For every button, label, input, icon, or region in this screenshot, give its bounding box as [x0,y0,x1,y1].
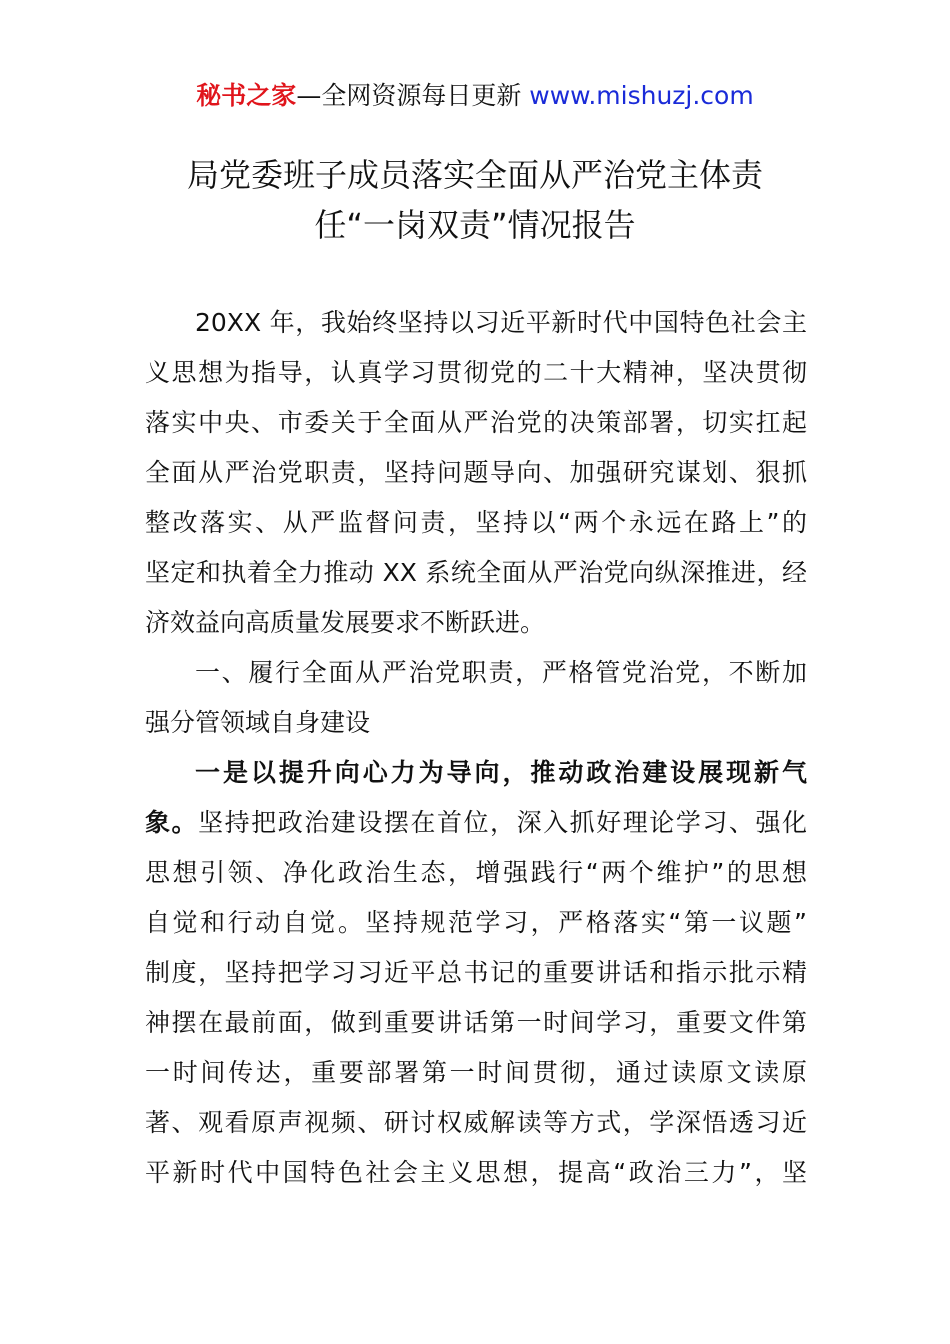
paragraph-3-line-8: 著、观看原声视频、研讨权威解读等方式，学深悟透习近 [145,1108,807,1137]
section-heading-line-2: 强分管领域自身建设 [145,708,371,737]
paragraph-3-line-4: 自觉和行动自觉。坚持规范学习，严格落实“第一议题” [145,908,807,937]
title-line-1: 局党委班子成员落实全面从严治党主体责 [186,156,763,194]
paragraph-3-line-2-rest: 坚持把政治建设摆在首位，深入抓好理论学习、强化 [198,808,807,837]
paragraph-3-lead-line: 一是以提升向心力为导向，推动政治建设展现新气 [195,758,807,787]
site-brand: 秘书之家 [196,81,297,110]
document-body [145,298,807,1198]
paragraph-1-line-7: 济效益向高质量发展要求不断跃进。 [145,608,546,637]
paragraph-1-line-1: 20XX 年，我始终坚持以习近平新时代中国特色社会主 [195,308,807,337]
paragraph-1-line-3: 落实中央、市委关于全面从严治党的决策部署，切实扛起 [145,408,807,437]
paragraph-3-line-5: 制度，坚持把学习习近平总书记的重要讲话和指示批示精 [145,958,807,987]
site-tagline: —全网资源每日更新 [296,81,522,110]
paragraph-3-line-7: 一时间传达，重要部署第一时间贯彻，通过读原文读原 [145,1058,807,1087]
paragraph-3-line-6: 神摆在最前面，做到重要讲话第一时间学习，重要文件第 [145,1008,807,1037]
paragraph-3-lead-tail: 象。 [145,808,199,837]
site-url-link[interactable]: www.mishuzj.com [529,81,754,110]
paragraph-3-line-2 [145,798,807,848]
section-heading-line-1: 一、履行全面从严治党职责，严格管党治党，不断加 [195,658,807,687]
paragraph-1-line-2: 义思想为指导，认真学习贯彻党的二十大精神，坚决贯彻 [145,358,807,387]
paragraph-3-line-9: 平新时代中国特色社会主义思想，提高“政治三力”，坚 [145,1158,807,1187]
title-line-2: 任“一岗双责”情况报告 [314,206,636,244]
paragraph-1-line-4: 全面从严治党职责，坚持问题导向、加强研究谋划、狠抓 [145,458,807,487]
paragraph-3-line-3: 思想引领、净化政治生态，增强践行“两个维护”的思想 [145,858,807,887]
paragraph-1-line-6: 坚定和执着全力推动 XX 系统全面从严治党向纵深推进，经 [145,558,807,587]
document-title [145,150,805,250]
paragraph-1-line-5: 整改落实、从严监督问责，坚持以“两个永远在路上”的 [145,508,807,537]
site-header [0,78,950,114]
